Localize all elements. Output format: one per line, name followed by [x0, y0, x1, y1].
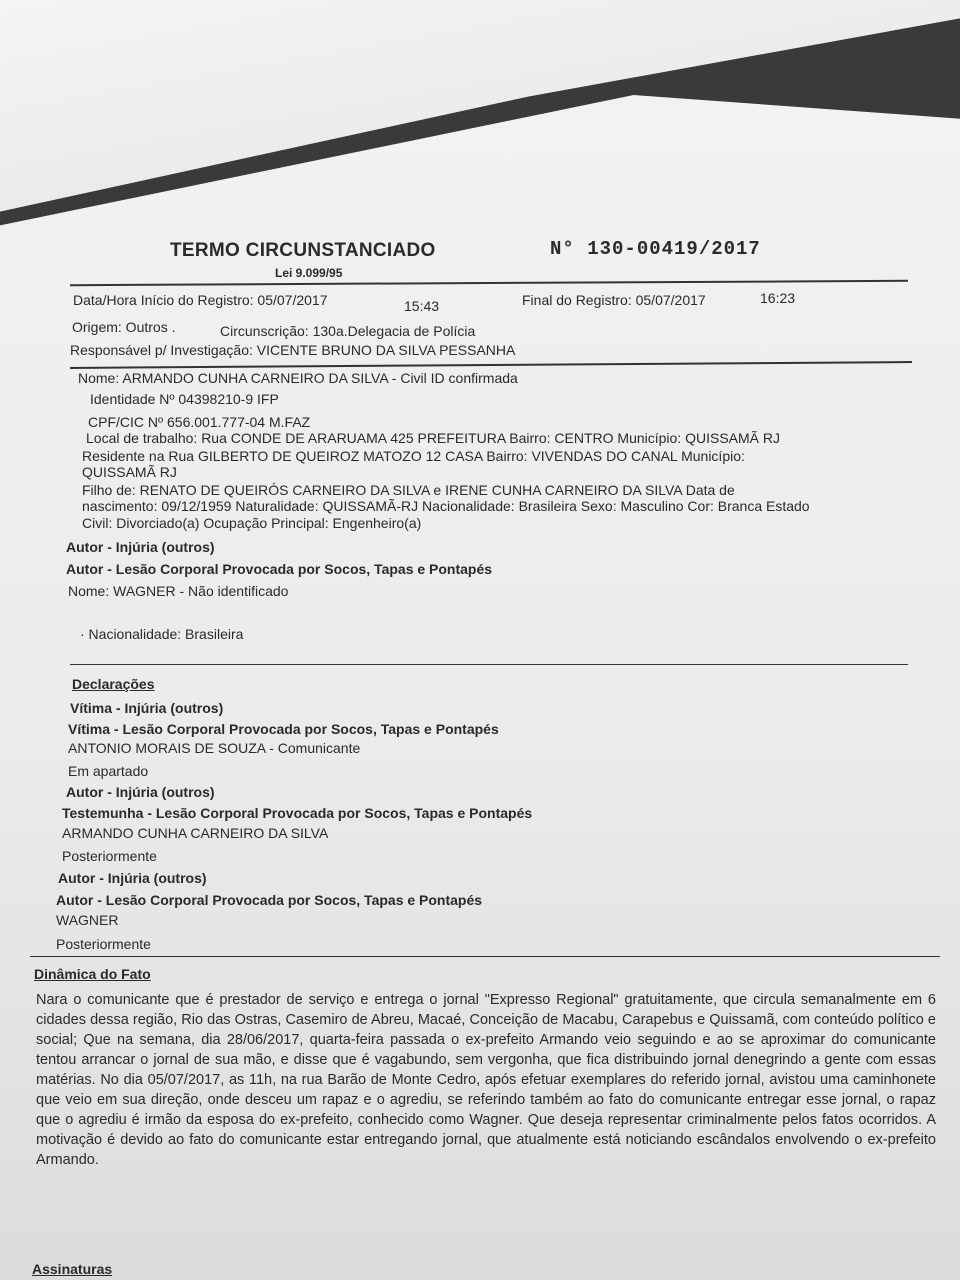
pessoa1-trabalho: Local de trabalho: Rua CONDE DE ARARUAMA 425 PREFEITURA Bairro: CENTRO Município: QUISSAMÃ RJ: [86, 430, 781, 446]
registro-final: Final do Registro: 05/07/2017: [522, 292, 706, 308]
declaracao-line: ANTONIO MORAIS DE SOUZA - Comunicante: [68, 740, 361, 756]
declaracao-line: Autor - Lesão Corporal Provocada por Socos, Tapas e Pontapés: [56, 892, 483, 908]
pessoa1-residente-2: QUISSAMÃ RJ: [82, 464, 177, 480]
declaracao-line: Vítima - Lesão Corporal Provocada por Socos, Tapas e Pontapés: [68, 721, 499, 737]
pessoa1-cpf: CPF/CIC Nº 656.001.777-04 M.FAZ: [88, 414, 311, 430]
circunscricao: Circunscrição: 130a.Delegacia de Polícia: [220, 323, 476, 339]
pessoa-rule: [70, 664, 908, 665]
declaracao-line: Vítima - Injúria (outros): [70, 700, 224, 716]
declaracoes-heading: Declarações: [72, 676, 155, 692]
pessoa2-nome: Nome: WAGNER - Não identificado: [68, 583, 289, 599]
law-reference: Lei 9.099/95: [275, 266, 343, 280]
pessoa1-residente-1: Residente na Rua GILBERTO DE QUEIROZ MATOZO 12 CASA Bairro: VIVENDAS DO CANAL Município:: [82, 448, 745, 464]
registro-final-hora: 16:23: [760, 290, 796, 306]
declaracao-line: WAGNER: [56, 912, 119, 928]
declaracao-line: Autor - Injúria (outros): [66, 784, 215, 800]
declaracao-line: Autor - Injúria (outros): [58, 870, 207, 886]
document-title: TERMO CIRCUNSTANCIADO: [170, 240, 436, 261]
dinamica-text: Nara o comunicante que é prestador de serviço e entrega o jornal "Expresso Regional" gratuitamente, que circula semanalmente em 6 cidades dessa região, Rio das Ostras, Casemiro de Abreu, Macaé, Conceição de Macabu, Carapebus e Quissamã, com conteúdo político e social; Que na semana, dia 28/06/2017, quarta-feira passada o ex-prefeito Armando veio seguindo e ao se aproximar do comunicante tentou arrancar o jornal de sua mão, e disse que é vagabundo, sem vergonha, que fica distribuindo jornal denegrindo a gente com essas matérias. No dia 05/07/2017, as 11h, na rua Barão de Monte Cedro, após efetuar exemplares do referido jornal, avistou uma caminhonete que veio em sua direção, onde desceu um rapaz e o agrediu, se referindo também ao fato do comunicante entregar esse jornal, o rapaz que o agrediu é irmão da esposa do ex-prefeito, conhecido como Wagner. Que deseja representar criminalmente pelos fatos ocorridos. A motivação é devido ao fato do comunicante estar entregando jornal, que atualmente está noticiando escândalos envolvendo o ex-prefeito Armando.: [36, 992, 936, 1168]
pessoa1-nome: Nome: ARMANDO CUNHA CARNEIRO DA SILVA - Civil ID confirmada: [78, 370, 518, 386]
declaracao-line: Testemunha - Lesão Corporal Provocada por Socos, Tapas e Pontapés: [62, 805, 533, 821]
pessoa1-filiacao-1: Filho de: RENATO DE QUEIRÓS CARNEIRO DA SILVA e IRENE CUNHA CARNEIRO DA SILVA Data de: [82, 482, 735, 498]
pessoa1-papel-2: Autor - Lesão Corporal Provocada por Socos, Tapas e Pontapés: [66, 561, 493, 577]
dinamica-heading: Dinâmica do Fato: [34, 966, 151, 982]
declaracao-line: Posteriormente: [56, 936, 151, 952]
registro-inicio-hora: 15:43: [404, 298, 440, 314]
declaracao-line: ARMANDO CUNHA CARNEIRO DA SILVA: [62, 825, 329, 841]
pessoa2-nacionalidade: · Nacionalidade: Brasileira: [80, 626, 244, 642]
registro-inicio: Data/Hora Início do Registro: 05/07/2017: [73, 292, 328, 308]
declaracoes-rule: [30, 956, 940, 957]
dinamica-text-block: [36, 990, 936, 1170]
origem: Origem: Outros .: [72, 319, 176, 335]
declaracao-line: Em apartado: [68, 763, 149, 779]
pessoa1-papel-1: Autor - Injúria (outros): [66, 539, 215, 555]
responsavel: Responsável p/ Investigação: VICENTE BRUNO DA SILVA PESSANHA: [70, 342, 516, 358]
document-number: N° 130-00419/2017: [550, 238, 761, 260]
declaracao-line: Posteriormente: [62, 848, 157, 864]
pessoa1-identidade: Identidade Nº 04398210-9 IFP: [90, 391, 279, 407]
assinaturas-heading: Assinaturas: [32, 1261, 113, 1277]
pessoa1-filiacao-3: Civil: Divorciado(a) Ocupação Principal: Engenheiro(a): [82, 515, 422, 531]
pessoa1-filiacao-2: nascimento: 09/12/1959 Naturalidade: QUISSAMÃ-RJ Nacionalidade: Brasileira Sexo: Masculino Cor: Branca Estado: [82, 498, 810, 514]
